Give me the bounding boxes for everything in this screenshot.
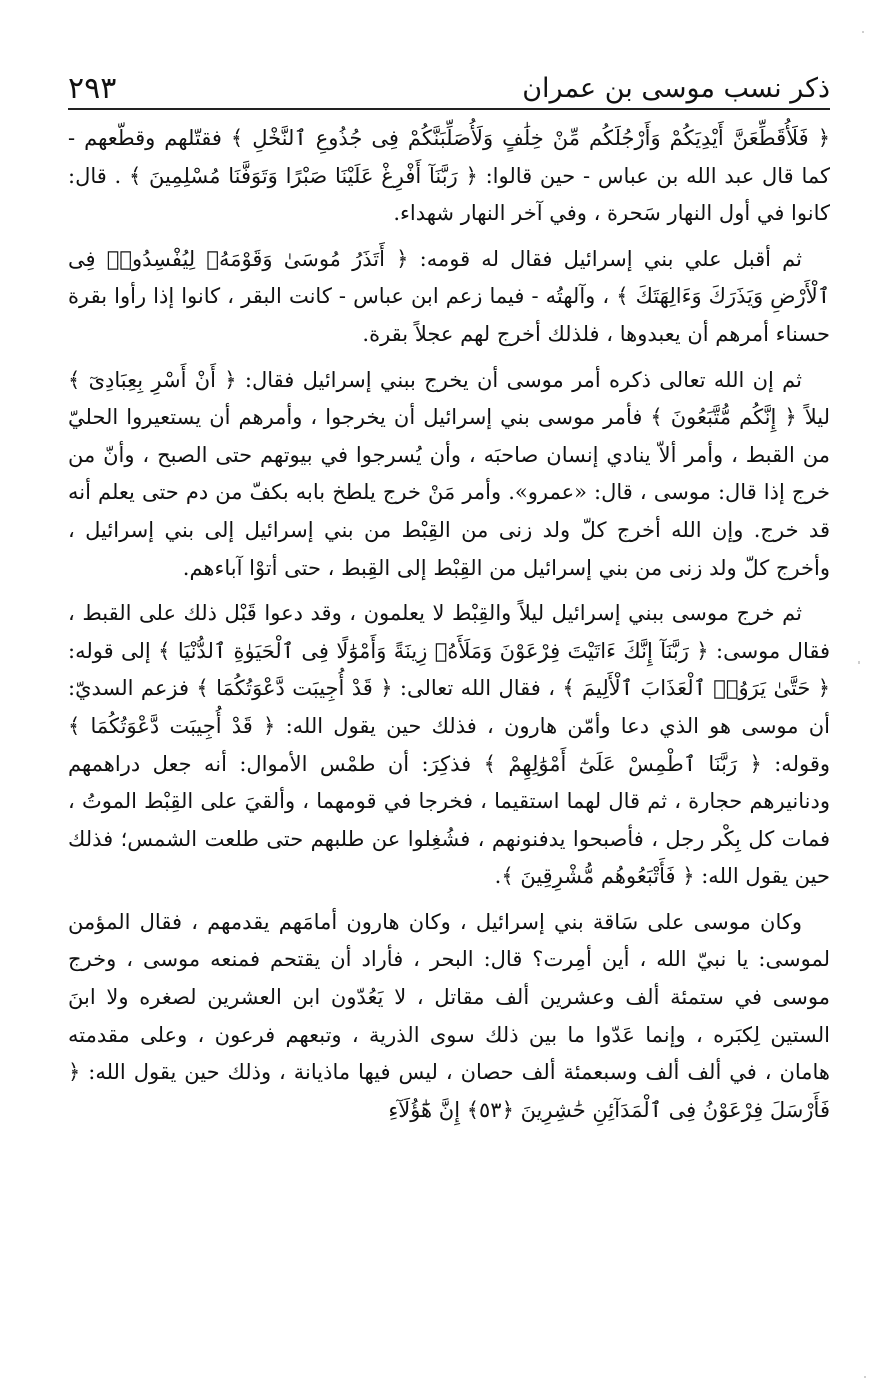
paragraph-4: ثم خرج موسى ببني إسرائيل ليلاً والقِبْط لا يعلمون ، وقد دعوا قَبْل ذلك على القبط ، فقال موسى: ﴿ رَبَّنَآ إِنَّكَ ءَاتَيْتَ فِرْعَوْنَ وَمَلَأَهُۥ زِينَةً وَأَمْوَٰلًا فِى ٱلْحَيَوٰةِ ٱلدُّنْيَا ﴾ إلى قوله: ﴿ حَتَّىٰ يَرَوُا۟ ٱلْعَذَابَ ٱلْأَلِيمَ ﴾ ، فقال الله تعالى: ﴿ قَدْ أُجِيبَت دَّعْوَتُكُمَا ﴾ فزعم السديّ: أن موسى هو الذي دعا وأمّن هارون ، فذلك حين يقول الله: ﴿ قَدْ أُجِيبَت دَّعْوَتُكُمَا ﴾ وقوله: ﴿ رَبَّنَا ٱطْمِسْ عَلَىٰٓ أَمْوَٰلِهِمْ ﴾ فذكِرَ: أن طمْس الأموال: أنه جعل دراهمهم ودنانيرهم حجارة ، ثم قال لهما استقيما ، فخرجا في قومهما ، وألقيَ على القِبْط الموتُ ، فمات كل بِكْر رجل ، فأصبحوا يدفنونهم ، فشُغِلوا عن طلبهم حتى طلعت الشمس؛ فذلك حين يقول الله: ﴿ فَأَتْبَعُوهُم مُّشْرِقِينَ ﴾. [68, 601, 830, 889]
paragraph-1: ﴿ فَلَأُقَطِّعَنَّ أَيْدِيَكُمْ وَأَرْجُلَكُم مِّنْ خِلَٰفٍ وَلَأُصَلِّبَنَّكُمْ فِى جُذُوعِ ٱلنَّخْلِ ﴾ فقتّلهم وقطّعهم - كما قال عبد الله بن عباس - حين قالوا: ﴿ رَبَّنَآ أَفْرِغْ عَلَيْنَا صَبْرًا وَتَوَفَّنَا مُسْلِمِينَ ﴾ . قال: كانوا في أول النهار سَحرة ، وفي آخر النهار شهداء. [68, 126, 830, 226]
paragraph-3: ثم إن الله تعالى ذكره أمر موسى أن يخرج ببني إسرائيل فقال: ﴿ أَنْ أَسْرِ بِعِبَادِىٓ ﴾ ليلاً ﴿ إِنَّكُم مُّتَّبَعُونَ ﴾ فأمر موسى بني إسرائيل أن يخرجوا ، وأمرهم أن يستعيروا الحليّ من القبط ، وأمر ألاّ ينادي إنسان صاحبَه ، وأن يُسرجوا في بيوتهم حتى الصبح ، وأنّ من خرج إذا قال: موسى ، قال: «عمرو». وأمر مَنْ خرج يلطخ بابه بكفّ من دم حتى يعلم أنه قد خرج. وإن الله أخرج كلّ ولد زنى من القِبْط من بني إسرائيل إلى بني إسرائيل ، وأخرج كلّ ولد زنى من بني إسرائيل من القِبْط إلى القِبط ، حتى أتوْا آباءهم. [68, 367, 830, 580]
scan-speck-margin [858, 661, 860, 664]
running-title: ذكر نسب موسى بن عمران [522, 73, 830, 104]
page-header [68, 66, 830, 106]
paragraph-5: وكان موسى على سَاقة بني إسرائيل ، وكان هارون أمامَهم يقدمهم ، فقال المؤمن لموسى: يا نبيّ الله ، أين أمِرت؟ قال: البحر ، فأراد أن يقتحم فمنعه موسى ، وخرج موسى في ستمئة ألف وعشرين ألف مقاتل ، لا يَعُدّون ابن العشرين لصغره ولا ابنَ الستين لِكبَره ، وإنما عَدّوا ما بين ذلك سوى الذرية ، وتبعهم فرعون ، وعلى مقدمته هامان ، في ألف ألف وسبعمئة ألف حصان ، ليس فيها ماذيانة ، وذلك حين يقول الله: ﴿ فَأَرْسَلَ فِرْعَوْنُ فِى ٱلْمَدَآئِنِ حَٰشِرِينَ ﴿٥٣﴾ إِنَّ هَٰٓؤُلَآءِ [68, 909, 830, 1122]
body-text [68, 120, 830, 1129]
paragraph-2: ثم أقبل علي بني إسرائيل فقال له قومه: ﴿ أَتَذَرُ مُوسَىٰ وَقَوْمَهُۥ لِيُفْسِدُوا۟ فِى ٱلْأَرْضِ وَيَذَرَكَ وَءَالِهَتَكَ ﴾ ، وآلهتُه - فيما زعم ابن عباس - كانت البقر ، كانوا إذا رأوا بقرة حسناء أمرهم أن يعبدوها ، فلذلك أخرج لهم عجلاً بقرة. [68, 246, 830, 346]
scan-speck-bottom [864, 1376, 866, 1378]
scan-speck-top [862, 31, 864, 33]
page-number: ٢٩٣ [68, 71, 117, 106]
header-rule [68, 108, 830, 110]
